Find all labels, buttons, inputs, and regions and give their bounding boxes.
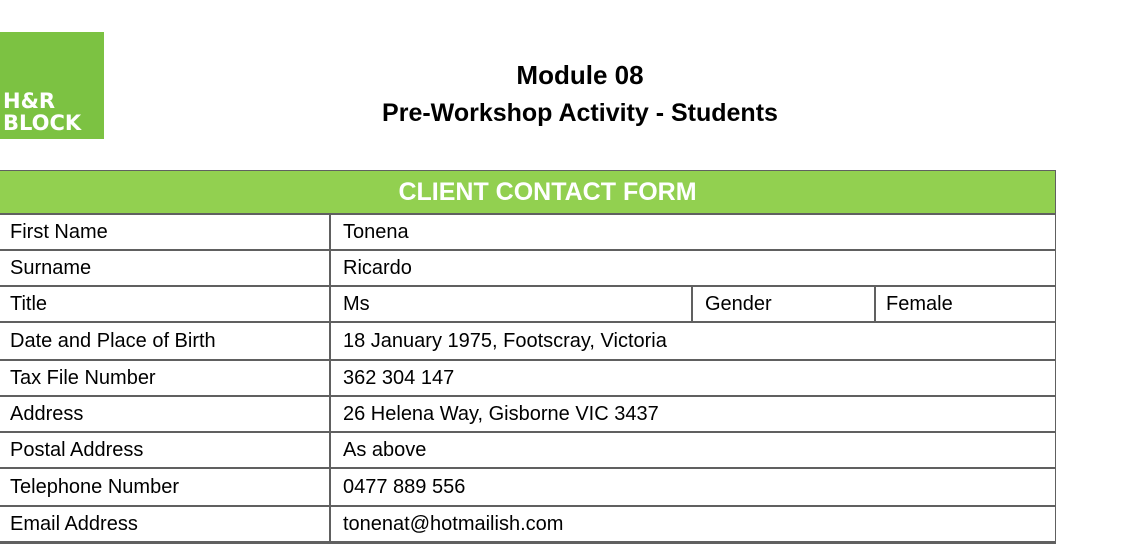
form-row-postal — [0, 433, 1055, 469]
form-row-tfn — [0, 361, 1055, 397]
logo-text: H&R BLOCK — [3, 89, 82, 135]
first-name-value: Tonena — [343, 220, 409, 243]
form-row-telephone — [0, 469, 1055, 507]
hr-block-logo — [0, 32, 104, 139]
telephone-label: Telephone Number — [0, 469, 331, 505]
dob-value: 18 January 1975, Footscray, Victoria — [343, 329, 667, 352]
form-row-email — [0, 507, 1055, 543]
address-label: Address — [0, 397, 331, 431]
form-row-title — [0, 287, 1055, 323]
email-value: tonenat@hotmailish.com — [343, 512, 564, 535]
first-name-label: First Name — [0, 215, 331, 249]
email-label: Email Address — [0, 507, 331, 541]
form-row-surname — [0, 251, 1055, 287]
form-header: CLIENT CONTACT FORM — [0, 171, 1055, 215]
surname-label: Surname — [0, 251, 331, 285]
address-value: 26 Helena Way, Gisborne VIC 3437 — [343, 402, 659, 425]
dob-label: Date and Place of Birth — [0, 323, 331, 359]
surname-value: Ricardo — [343, 256, 412, 279]
form-row-first-name — [0, 215, 1055, 251]
postal-label: Postal Address — [0, 433, 331, 467]
tfn-label: Tax File Number — [0, 361, 331, 395]
telephone-value: 0477 889 556 — [343, 475, 466, 498]
postal-value: As above — [343, 438, 427, 461]
gender-label: Gender — [693, 287, 876, 321]
activity-subtitle: Pre-Workshop Activity - Students — [382, 99, 778, 127]
client-contact-form — [0, 170, 1056, 544]
gender-value: Female — [886, 292, 953, 315]
form-row-address — [0, 397, 1055, 433]
title-label: Title — [0, 287, 331, 321]
title-value: Ms — [331, 287, 693, 321]
module-title: Module 08 — [516, 60, 644, 90]
form-row-dob — [0, 323, 1055, 361]
tfn-value: 362 304 147 — [343, 366, 455, 389]
